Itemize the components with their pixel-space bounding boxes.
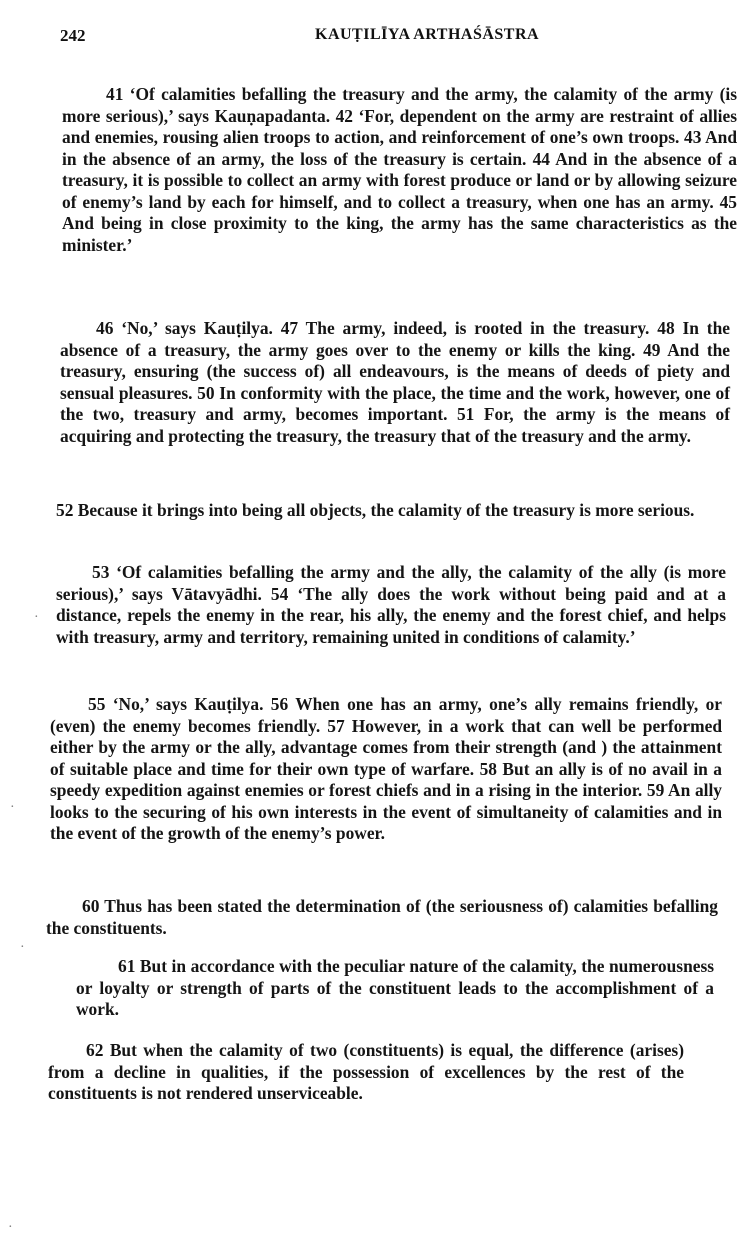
scan-speck: ·: [34, 610, 39, 625]
scan-speck: ·: [20, 940, 25, 955]
running-head: KAUṬILĪYA ARTHAŚĀSTRA: [315, 26, 540, 43]
paragraph-62: 62 But when the calamity of two (constituents) is equal, the difference (arises) from a decline in qualities, if the possession of excellences by the rest of the constituents is not rendered unserviceable.: [48, 1040, 684, 1103]
page-number: 242: [60, 26, 86, 45]
scan-speck: ·: [8, 1220, 13, 1235]
page-header: [60, 26, 726, 50]
paragraph-61: 61 But in accordance with the peculiar nature of the calamity, the numerousness or loyalty or strength of parts of the constituent leads to the accomplishment of a work.: [76, 956, 714, 1019]
paragraph-55-59: 55 ‘No,’ says Kauṭilya. 56 When one has an army, one’s ally remains friendly, or (even) the enemy becomes friendly. 57 However, in a work that can well be performed either by the army or the ally, advantage comes from their strength (and ) the attainment of suitable place and time for their own type of warfare. 58 But an ally is of no avail in a speedy expedition against enemies or forest chiefs and in a rising in the interior. 59 An ally looks to the securing of his own interests in the event of simultaneity of calamities and in the event of the growth of the enemy’s power.: [50, 694, 722, 843]
paragraph-60: 60 Thus has been stated the determination of (the seriousness of) calamities befalling the constituents.: [46, 896, 718, 938]
paragraph-53-54: 53 ‘Of calamities befalling the army and the ally, the calamity of the ally (is more serious),’ says Vātavyādhi. 54 ‘The ally does the work without being paid and at a distance, repels the enemy in the rear, his ally, the enemy and the forest chief, and helps with treasury, army and territory, remaining united in conditions of calamity.’: [56, 562, 726, 647]
paragraph-46-51: 46 ‘No,’ says Kauṭilya. 47 The army, indeed, is rooted in the treasury. 48 In the absence of a treasury, the army goes over to the enemy or kills the king. 49 And the treasury, ensuring (the success of) all endeavours, is the means of deeds of piety and sensual pleasures. 50 In conformity with the place, the time and the work, however, one of the two, treasury and army, becomes important. 51 For, the army is the means of acquiring and protecting the treasury, the treasury that of the treasury and the army.: [60, 318, 730, 446]
paragraph-52: 52 Because it brings into being all objects, the calamity of the treasury is more serious.: [56, 500, 695, 520]
scan-speck: ·: [10, 800, 15, 815]
paragraph-41-45: 41 ‘Of calamities befalling the treasury and the army, the calamity of the army (is more serious),’ says Kauṇapadanta. 42 ‘For, dependent on the army are restraint of allies and enemies, rousing alien troops to action, and reinforcement of one’s own troops. 43 And in the absence of an army, the loss of the treasury is certain. 44 And in the absence of a treasury, it is possible to collect an army with forest produce or land or by allowing seizure of enemy’s land by each for himself, and to collect a treasury, when one has an army. 45 And being in close proximity to the king, the army has the same characteristics as the minister.’: [62, 84, 737, 255]
